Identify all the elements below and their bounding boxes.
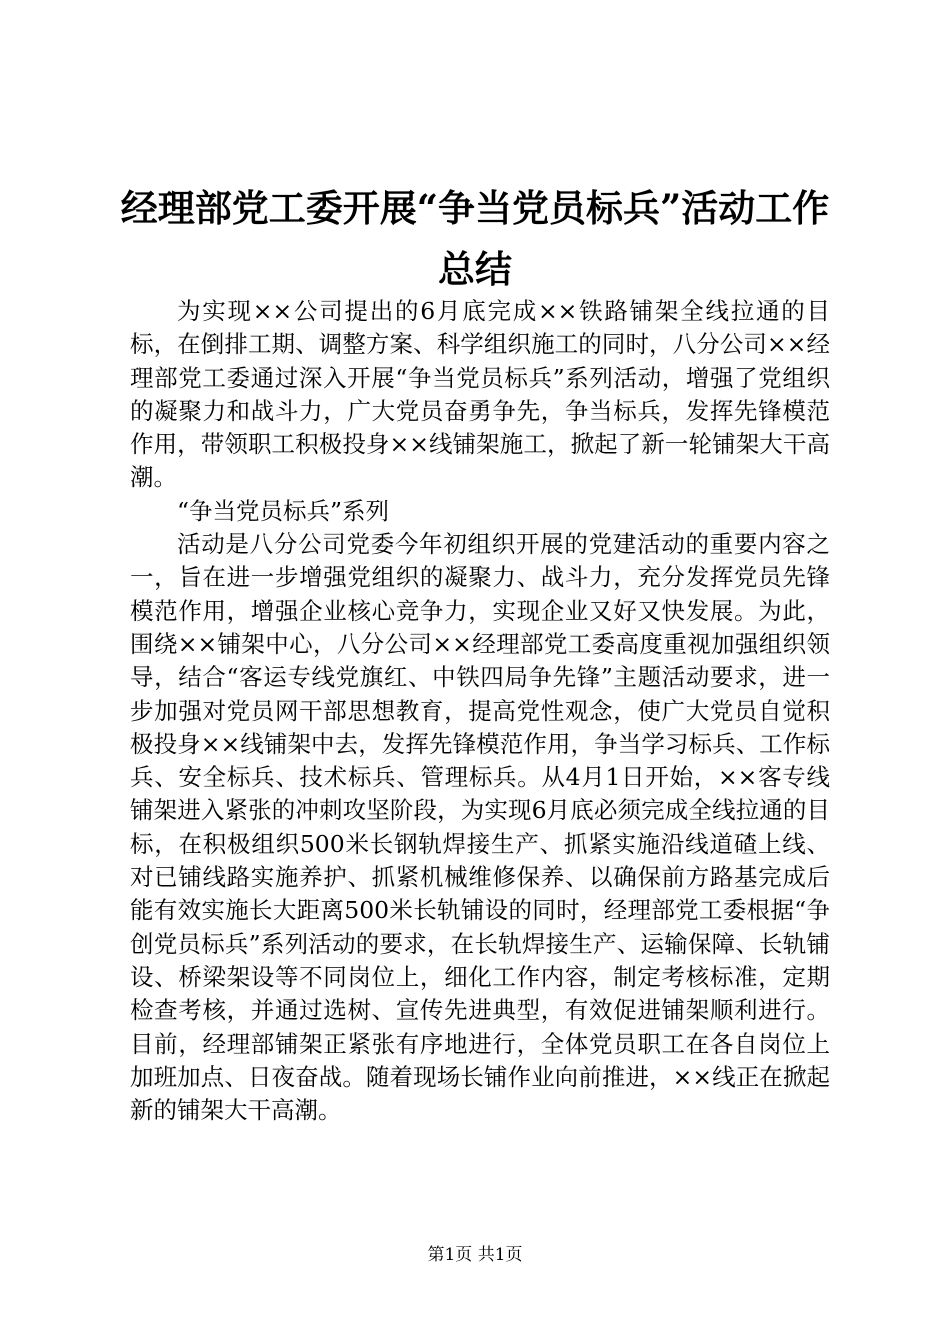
document-body <box>130 295 830 1127</box>
paragraph-intro: 为实现××公司提出的6月底完成××铁路铺架全线拉通的目标，在倒排工期、调整方案、科学组织施工的同时，八分公司××经理部党工委通过深入开展“争当党员标兵”系列活动，增强了党组织的凝聚力和战斗力，广大党员奋勇争先，争当标兵，发挥先锋模范作用，带领职工积极投身××线铺架施工，掀起了新一轮铺架大干高潮。 <box>130 297 830 492</box>
paragraph-activity-heading: “争当党员标兵”系列 <box>177 496 390 525</box>
paragraph-activity-detail: 活动是八分公司党委今年初组织开展的党建活动的重要内容之一，旨在进一步增强党组织的凝聚力、战斗力，充分发挥党员先锋模范作用，增强企业核心竞争力，实现企业又好又快发展。为此，围绕××铺架中心，八分公司××经理部党工委高度重视加强组织领导，结合“客运专线党旗红、中铁四局争先锋”主题活动要求，进一步加强对党员网干部思想教育，提高党性观念，使广大党员自觉积极投身××线铺架中去，发挥先锋模范作用，争当学习标兵、工作标兵、安全标兵、技术标兵、管理标兵。从4月1日开始，××客专线铺架进入紧张的冲刺攻坚阶段，为实现6月底必须完成全线拉通的目标，在积极组织500米长钢轨焊接生产、抓紧实施沿线道碴上线、对已铺线路实施养护、抓紧机械维修保养、以确保前方路基完成后能有效实施长大距离500米长轨铺设的同时，经理部党工委根据“争创党员标兵”系列活动的要求，在长轨焊接生产、运输保障、长轨铺设、桥梁架设等不同岗位上，细化工作内容，制定考核标准，定期检查考核，并通过选树、宣传先进典型，有效促进铺架顺利进行。目前，经理部铺架正紧张有序地进行，全体党员职工在各自岗位上加班加点、日夜奋战。随着现场长铺作业向前推进，××线正在掀起新的铺架大干高潮。 <box>130 530 830 1125</box>
document-title: 经理部党工委开展“争当党员标兵”活动工作总结 <box>120 186 830 291</box>
page-number-footer: 第1页 共1页 <box>427 1245 523 1265</box>
